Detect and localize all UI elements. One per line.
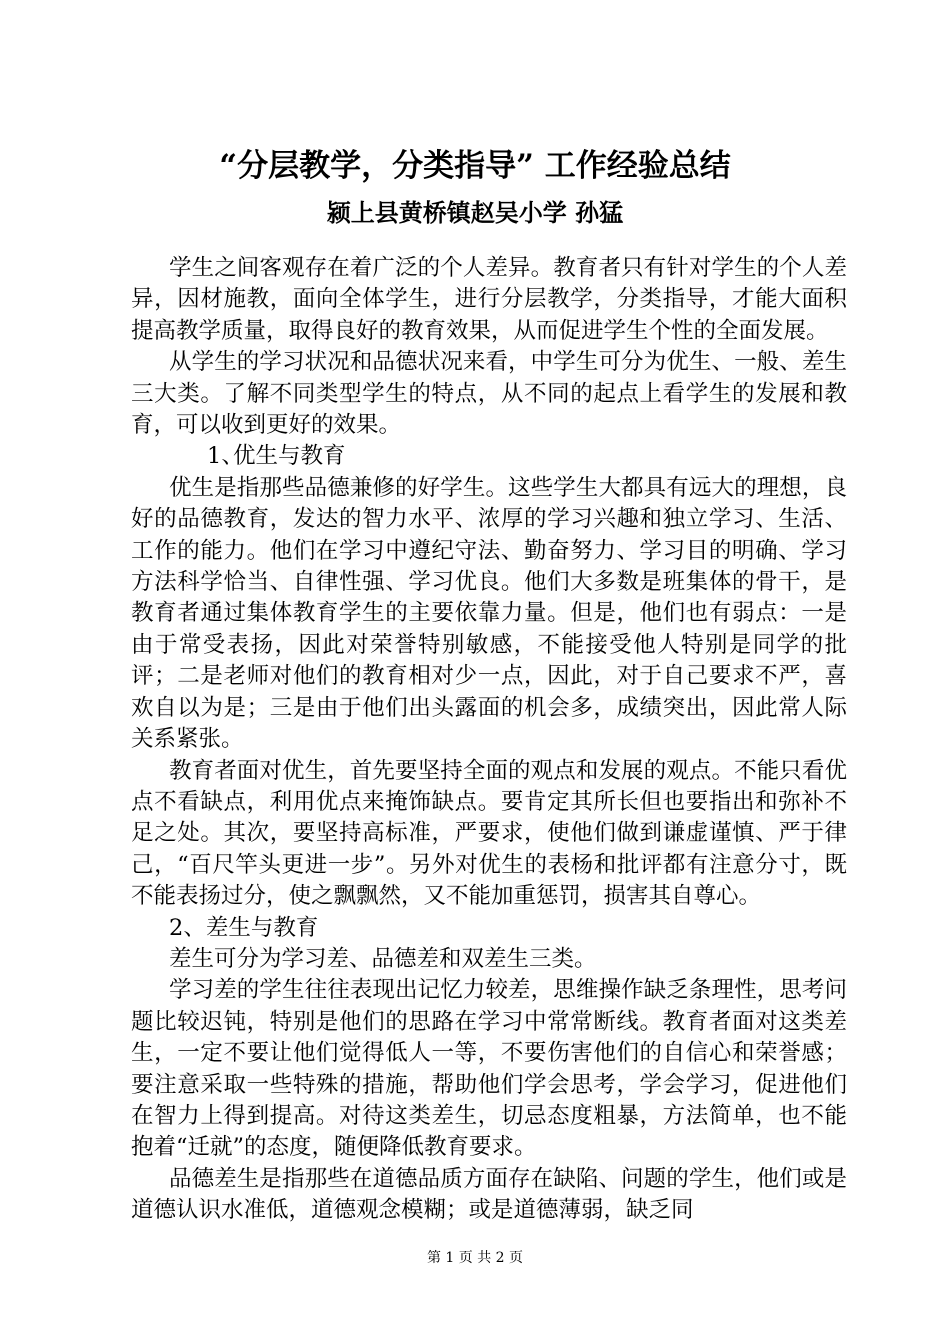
page-footer: 第 1 页 共 2 页 bbox=[426, 1250, 524, 1266]
paragraph: 优生是指那些品德兼修的好学生。这些学生大都具有远大的理想，良好的品德教育，发达的智力水平、浓厚的学习兴趣和独立学习、生活、工作的能力。他们在学习中遵纪守法、勤奋努力、学习目的明确、学习方法科学恰当、自律性强、学习优良。他们大多数是班集体的骨干，是教育者通过集体教育学生的主要依靠力量。但是，他们也有弱点：一是由于常受表扬，因此对荣誉特别敏感，不能接受他人特别是同学的批评；二是老师对他们的教育相对少一点，因此，对于自己要求不严，喜欢自以为是；三是由于他们出头露面的机会多，成绩突出，因此常人际关系紧张。 bbox=[131, 474, 847, 753]
section-number: 1、 bbox=[207, 443, 244, 470]
document-title: “分层教学，分类指导” 工作经验总结 bbox=[219, 148, 731, 184]
paragraph: 差生可分为学习差、品德差和双差生三类。 bbox=[169, 945, 597, 972]
section-heading-2: 2、差生与教育 bbox=[169, 914, 319, 941]
paragraph: 品德差生是指那些在道德品质方面存在缺陷、问题的学生，他们或是道德认识水准低，道德观念模糊；或是道德薄弱，缺乏同 bbox=[131, 1165, 847, 1224]
author-line: 颍上县黄桥镇赵吴小学 孙猛 bbox=[326, 198, 624, 227]
section-heading-1 bbox=[131, 441, 847, 472]
paragraph: 学习差的学生往往表现出记忆力较差，思维操作缺乏条理性，思考问题比较迟钝，特别是他们的思路在学习中常常断线。教育者面对这类差生，一定不要让他们觉得低人一等，不要伤害他们的自信心和荣誉感；要注意采取一些特殊的措施，帮助他们学会思考，学会学习，促进他们在智力上得到提高。对待这类差生，切忌态度粗暴，方法简单，也不能抱着“迁就”的态度，随便降低教育要求。 bbox=[131, 977, 847, 1161]
paragraph: 从学生的学习状况和品德状况来看，中学生可分为优生、一般、差生三大类。了解不同类型学生的特点，从不同的起点上看学生的发展和教育，可以收到更好的效果。 bbox=[131, 349, 847, 439]
section-heading-text: 优生与教育 bbox=[233, 443, 346, 470]
paragraph: 学生之间客观存在着广泛的个人差异。教育者只有针对学生的个人差异，因材施教，面向全体学生，进行分层教学，分类指导，才能大面积提高教学质量，取得良好的教育效果，从而促进学生个性的全面发展。 bbox=[131, 255, 847, 344]
document-body bbox=[131, 253, 847, 1227]
paragraph: 教育者面对优生，首先要坚持全面的观点和发展的观点。不能只看优点不看缺点，利用优点来掩饰缺点。要肯定其所长但也要指出和弥补不足之处。其次，要坚持高标准，严要求，使他们做到谦虚谨慎、严于律己，“百尺竿头更进一步”。另外对优生的表杨和批评都有注意分寸，既不能表扬过分，使之飘飘然，又不能加重惩罚，损害其自尊心。 bbox=[131, 757, 847, 910]
